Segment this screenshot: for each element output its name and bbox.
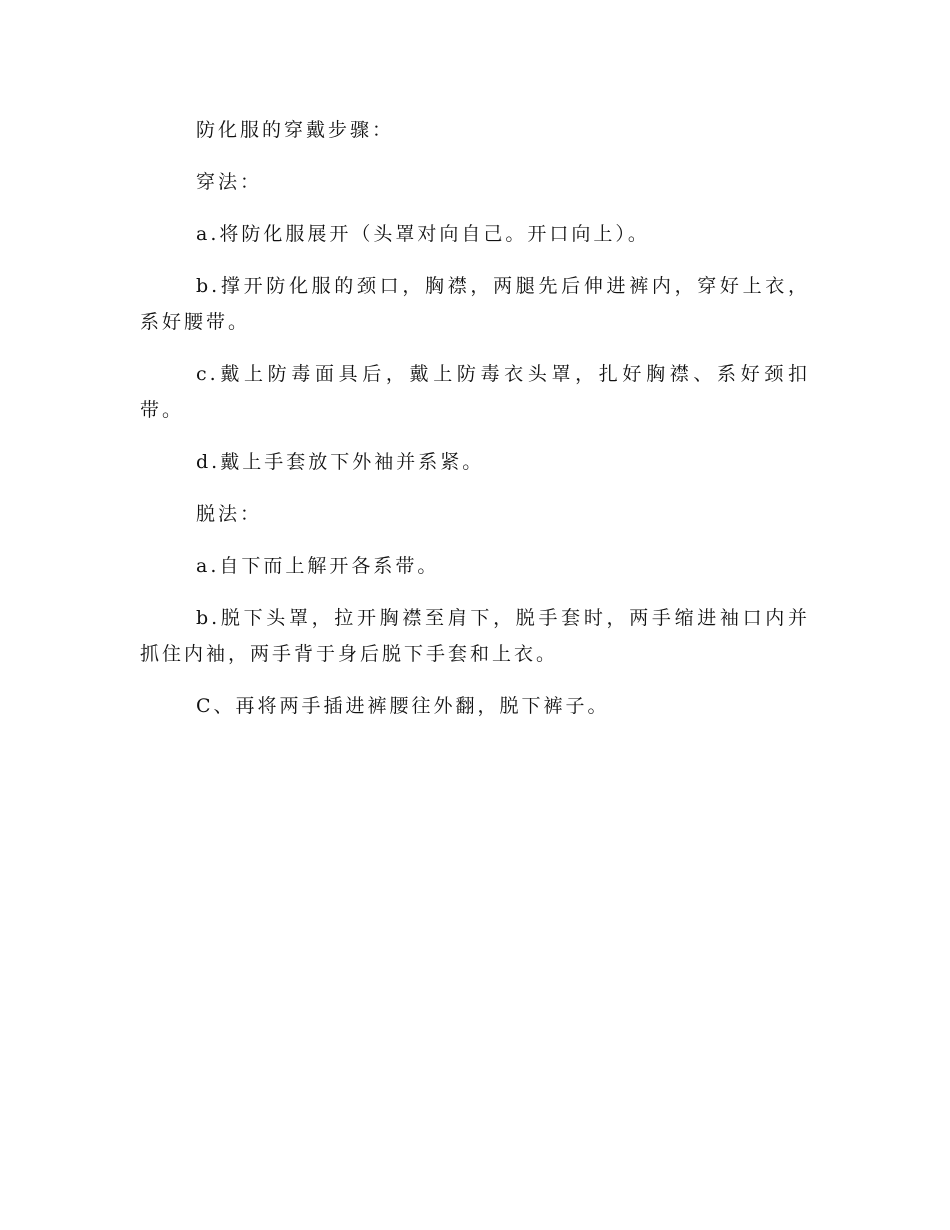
subheading-removing: 脱法： (196, 503, 263, 525)
removing-step-c: C、再将两手插进裤腰往外翻，脱下裤子。 (196, 695, 610, 717)
subheading-wearing: 穿法： (196, 171, 263, 193)
document-body (140, 112, 810, 740)
section-heading-steps: 防化服的穿戴步骤： (196, 119, 395, 141)
wearing-step-a: a.将防化服展开（头罩对向自己。开口向上）。 (196, 223, 650, 245)
removing-step-b: b.脱下头罩，拉开胸襟至肩下，脱手套时，两手缩进袖口内并抓住内袖，两手背于身后脱下手套和上衣。 (140, 607, 810, 665)
wearing-step-b: b.撑开防化服的颈口，胸襟，两腿先后伸进裤内，穿好上衣，系好腰带。 (140, 275, 810, 333)
removing-step-a: a.自下而上解开各系带。 (196, 555, 440, 577)
wearing-step-c: c.戴上防毒面具后，戴上防毒衣头罩，扎好胸襟、系好颈扣带。 (140, 363, 810, 421)
wearing-step-d: d.戴上手套放下外袖并系紧。 (196, 451, 485, 473)
